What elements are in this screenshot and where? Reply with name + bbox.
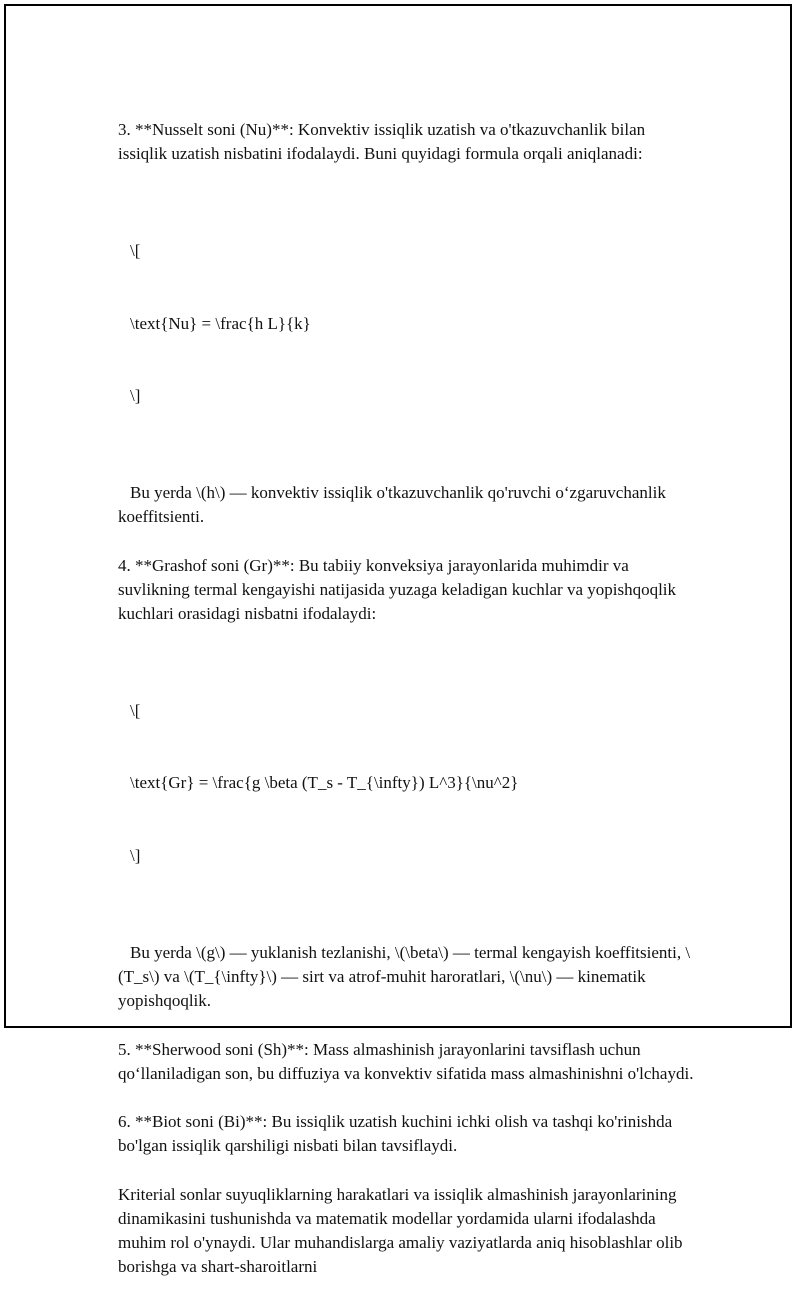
formula-grashof: [118, 650, 698, 916]
paragraph-conclusion: Kriterial sonlar suyuqliklarning harakatlari va issiqlik almashinish jarayonlarining dinamikasini tushunishda va matematik modellar yordamida ularni ifodalashda muhim rol o'ynaydi. Ular muhandislarga amaliy vaziyatlarda aniq hisoblashlar olib borishga va shart-sharoitlarni: [118, 1184, 687, 1277]
formula-line: \]: [130, 846, 141, 866]
formula-line: \text{Nu} = \frac{h L}{k}: [130, 313, 311, 333]
paragraph-grashof: 4. **Grashof soni (Gr)**: Bu tabiiy konveksiya jarayonlarida muhimdir va suvlikning termal kengayishi natijasida yuzaga keladigan kuchlar va yopishqoqlik kuchlari orasidagi nisbatni ifodalaydi:: [118, 555, 681, 624]
formula-line: \[: [130, 241, 141, 260]
document-body: [118, 118, 698, 1304]
paragraph-sherwood: 5. **Sherwood soni (Sh)**: Mass almashinish jarayonlarini tavsiflash uchun qo‘llaniladigan son, bu diffuziya va konvektiv sifatida mass almashinishni o'lchaydi.: [118, 1039, 694, 1083]
paragraph-grashof-explanation: Bu yerda \(g\) — yuklanish tezlanishi, \(\beta\) — termal kengayish koeffitsienti, \(T_s\) va \(T_{\infty}\) — sirt va atrof-muhit haroratlari, \(\nu\) — kinematik yopishqoqlik.: [118, 942, 691, 1011]
paragraph-nusselt-explanation: Bu yerda \(h\) — konvektiv issiqlik o'tkazuvchanlik qo'ruvchi o‘zgaruvchanlik koeffitsienti.: [118, 483, 671, 527]
formula-line: \[: [130, 700, 141, 720]
formula-line: \]: [130, 386, 141, 406]
formula-nusselt: [118, 191, 698, 457]
paragraph-biot: 6. **Biot soni (Bi)**: Bu issiqlik uzatish kuchini ichki olish va tashqi ko'rinishda bo'lgan issiqlik qarshiligi nisbati bilan tavsiflaydi.: [118, 1112, 677, 1156]
paragraph-nusselt: 3. **Nusselt soni (Nu)**: Konvektiv issiqlik uzatish va o'tkazuvchanlik bilan issiqlik uzatish nisbatini ifodalaydi. Buni quyidagi formula orqali aniqlanadi:: [118, 120, 650, 164]
formula-line: \text{Gr} = \frac{g \beta (T_s - T_{\infty}) L^3}{\nu^2}: [130, 773, 519, 793]
